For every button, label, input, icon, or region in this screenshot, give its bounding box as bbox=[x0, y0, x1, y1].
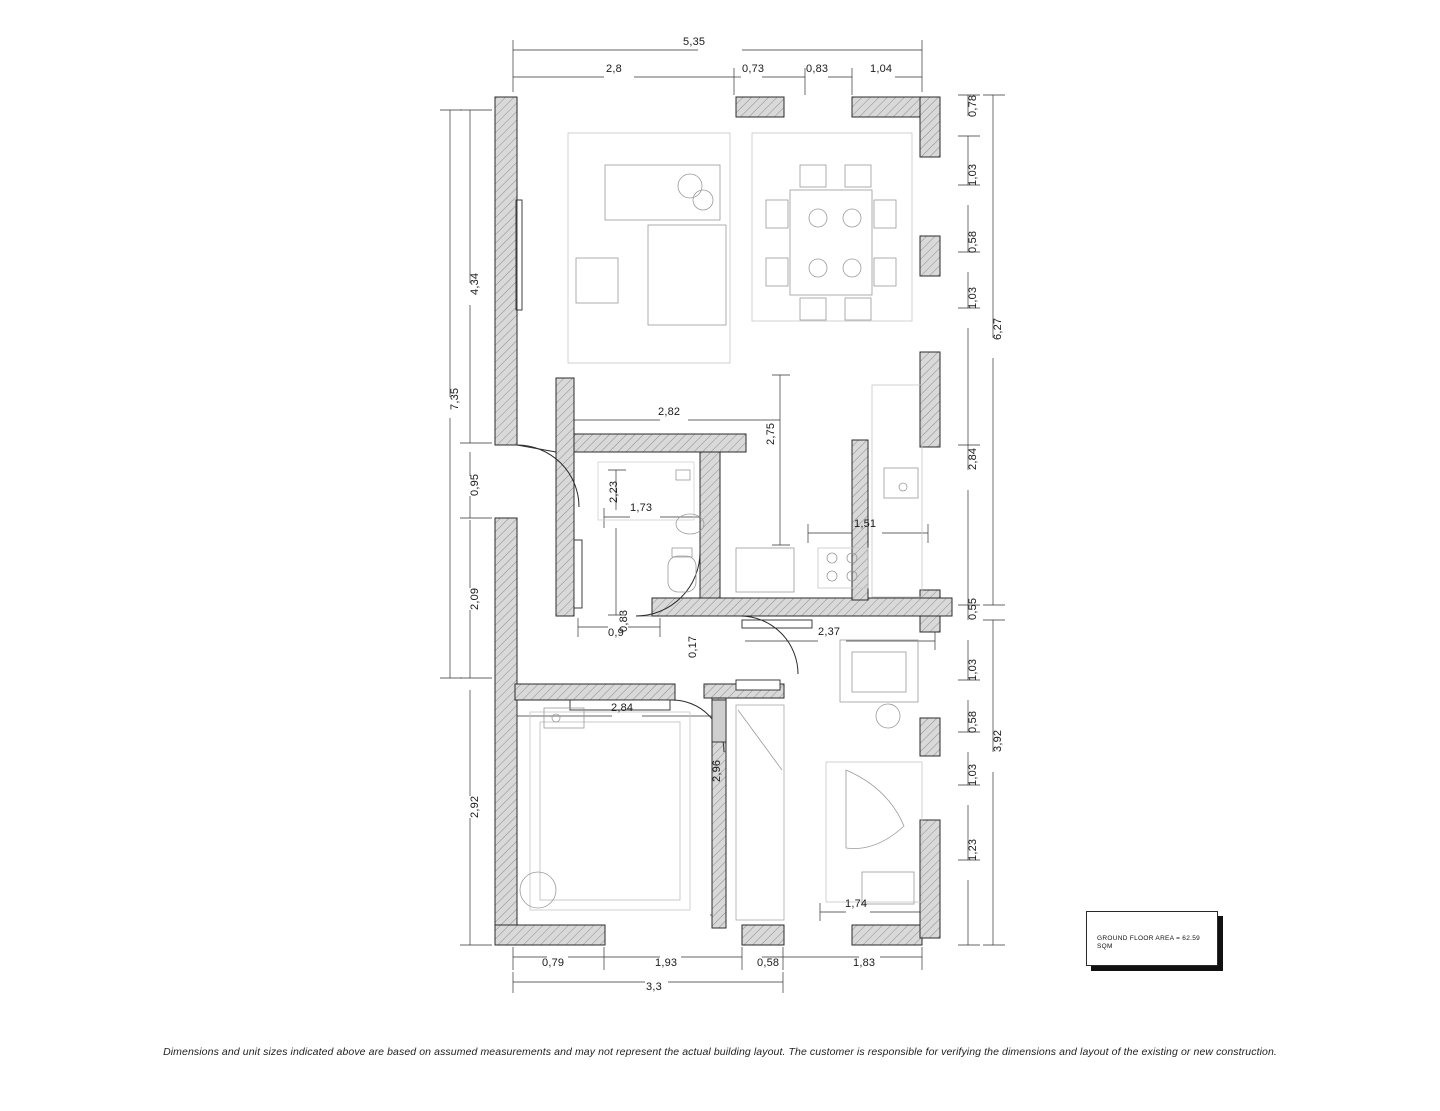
dim-left-2: 7,35 bbox=[449, 387, 461, 410]
dim-bottom-overall: 3,3 bbox=[646, 981, 662, 993]
dim-int-284-bed: 2,84 bbox=[611, 702, 634, 714]
dim-bottom-4: 1,83 bbox=[853, 957, 876, 969]
dim-top-1: 2,8 bbox=[606, 63, 622, 75]
dim-int-083: 0,83 bbox=[618, 609, 630, 632]
dim-int-151: 1,51 bbox=[854, 518, 877, 530]
dim-right-9: 1,03 bbox=[967, 763, 979, 786]
dim-int-275: 2,75 bbox=[765, 422, 777, 445]
dim-left-5: 2,92 bbox=[469, 795, 481, 818]
dim-right-7: 1,03 bbox=[967, 658, 979, 681]
dim-right-overall-1: 6,27 bbox=[992, 317, 1004, 340]
disclaimer-text: Dimensions and unit sizes indicated above are based on assumed measurements and may not represent the actual building layout. The customer is responsible for verifying the dimensions and layout of the existing or new construction. bbox=[163, 1046, 1277, 1058]
dim-left-4: 2,09 bbox=[469, 587, 481, 610]
dim-int-237: 2,37 bbox=[818, 626, 841, 638]
dim-top-2: 0,73 bbox=[742, 63, 765, 75]
dim-bottom-2: 1,93 bbox=[655, 957, 678, 969]
dim-int-017: 0,17 bbox=[687, 635, 699, 658]
dim-right-8: 0,58 bbox=[967, 710, 979, 733]
dim-right-2: 1,03 bbox=[967, 163, 979, 186]
dim-int-09: 0,9 bbox=[608, 627, 624, 639]
dim-top-overall: 5,35 bbox=[683, 36, 706, 48]
dim-right-4: 1,03 bbox=[967, 286, 979, 309]
dim-left-3: 0,95 bbox=[469, 473, 481, 496]
dim-right-overall-2: 3,92 bbox=[992, 729, 1004, 752]
dim-bottom-3: 0,58 bbox=[757, 957, 780, 969]
dim-int-296: 2,96 bbox=[711, 759, 723, 782]
dim-left-1: 4,34 bbox=[469, 272, 481, 295]
dim-int-174: 1,74 bbox=[845, 898, 868, 910]
dim-int-282-top: 2,82 bbox=[658, 406, 681, 418]
dim-bottom-1: 0,79 bbox=[542, 957, 565, 969]
dim-int-223: 2,23 bbox=[608, 480, 620, 503]
dim-right-1: 0,78 bbox=[967, 94, 979, 117]
dim-top-3: 0,83 bbox=[806, 63, 829, 75]
dim-right-6: 0,55 bbox=[967, 597, 979, 620]
dim-right-3: 0,58 bbox=[967, 230, 979, 253]
dim-right-5: 2,84 bbox=[967, 447, 979, 470]
dim-right-10: 1,23 bbox=[967, 838, 979, 861]
dim-int-173: 1,73 bbox=[630, 502, 653, 514]
legend-area-label: GROUND FLOOR AREA = 62.59 SQM bbox=[1097, 935, 1201, 950]
dim-top-4: 1,04 bbox=[870, 63, 893, 75]
